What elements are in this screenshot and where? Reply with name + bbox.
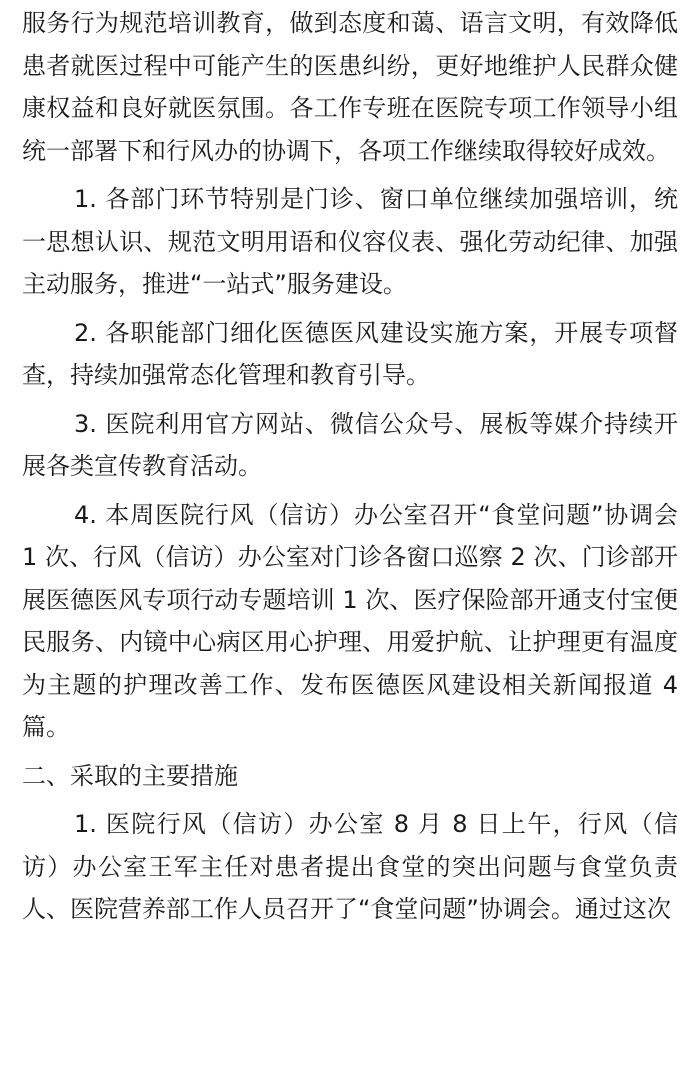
list-item-3: 3. 医院利用官方网站、微信公众号、展板等媒介持续开展各类宣传教育活动。 [22, 409, 678, 480]
list-item-1: 1. 各部门环节特别是门诊、窗口单位继续加强培训，统一思想认识、规范文明用语和仪容仪表、强化劳动纪律、加强主动服务，推进“一站式”服务建设。 [22, 185, 678, 298]
list-item-4: 4. 本周医院行风（信访）办公室召开“食堂问题”协调会 1 次、行风（信访）办公室对门诊各窗口巡察 2 次、门诊部开展医德医风专项行动专题培训 1 次、医疗保险部开通支付宝便民服务、内镜中心病区用心护理、用爱护航、让护理更有温度为主题的护理改善工作、发布医德医风建设相关新闻报道 4 篇。 [22, 500, 678, 741]
section-heading: 二、采取的主要措施 [22, 761, 238, 790]
list-item-2: 2. 各职能部门细化医德医风建设实施方案，开展专项督查，持续加强常态化管理和教育引导。 [22, 318, 678, 389]
intro-paragraph: 服务行为规范培训教育，做到态度和蔼、语言文明，有效降低患者就医过程中可能产生的医患纠纷，更好地维护人民群众健康权益和良好就医氛围。各工作专班在医院专项工作领导小组统一部署下和行风办的协调下，各项工作继续取得较好成效。 [22, 9, 678, 165]
measure-item-1: 1. 医院行风（信访）办公室 8 月 8 日上午，行风（信访）办公室王军主任对患者提出食堂的突出问题与食堂负责人、医院营养部工作人员召开了“食堂问题”协调会。通过这次 [22, 810, 678, 923]
